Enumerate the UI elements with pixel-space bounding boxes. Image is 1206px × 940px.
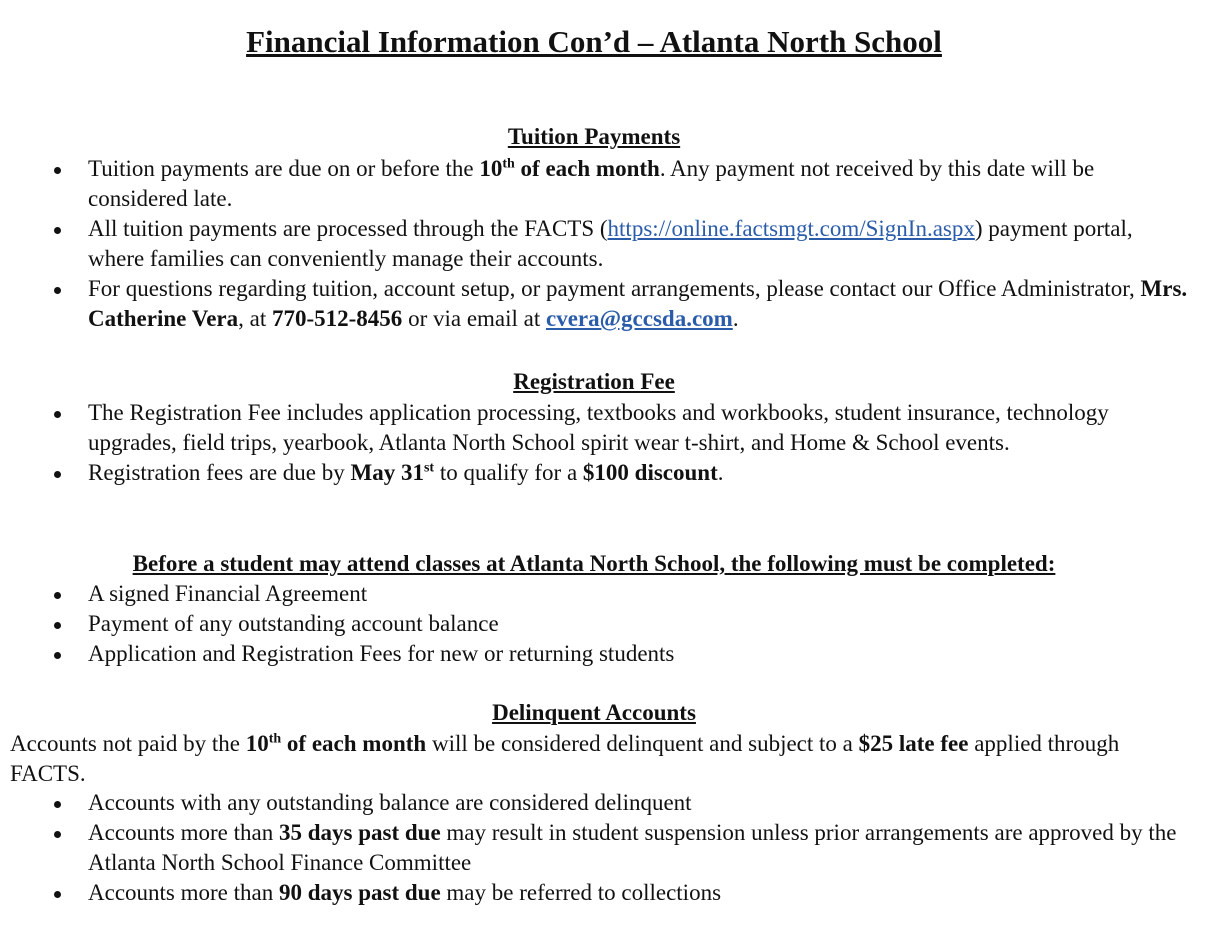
delinquent-list [48, 788, 1188, 908]
delinquent-item-35-days [48, 818, 1188, 878]
delinquent-35-bold: 35 days past due [278, 820, 441, 845]
contact-name: Mrs. Catherine Vera [88, 276, 1188, 331]
registration-due-item [48, 458, 1188, 488]
tuition-list [48, 154, 1188, 334]
contact-email-link[interactable]: cvera@gccsda.com [546, 306, 733, 331]
registration-includes-item: The Registration Fee includes application processing, textbooks and workbooks, student insurance, technology upgrades, field trips, yearbook, Atlanta North School spirit wear t-shirt, and Home & School events. [48, 398, 1188, 458]
tuition-due-text: Tuition payments are due on or before the [88, 156, 480, 181]
contact-text-email: or via email at [402, 306, 547, 331]
facts-portal-link[interactable]: https://online.factsmgt.com/SignIn.aspx [607, 216, 975, 241]
requirements-heading: Before a student may attend classes at Atlanta North School, the following must be completed: [132, 551, 1056, 576]
delinquent-day-suffix: th [268, 731, 282, 747]
contact-text: For questions regarding tuition, account setup, or payment arrangements, please contact our Office Administrator, [88, 276, 1141, 301]
delinquent-35-text-end: may result in student suspension unless prior arrangements are approved by the Atlanta North School Finance Committee [88, 820, 1177, 875]
registration-discount: $100 discount [582, 460, 718, 485]
delinquent-35-text: Accounts more than [88, 820, 279, 845]
contact-text-end: . [732, 306, 739, 331]
tuition-contact-item [48, 274, 1188, 334]
registration-date-suffix: st [423, 460, 435, 476]
registration-qualify-text: to qualify for a [434, 460, 583, 485]
tuition-heading: Tuition Payments [507, 124, 681, 149]
tuition-late-text: . Any payment not received by this date will be considered late. [88, 156, 1095, 211]
facts-text: All tuition payments are processed through the FACTS ( [88, 216, 608, 241]
delinquent-heading: Delinquent Accounts [492, 700, 696, 725]
delinquent-text: Accounts not paid by the [10, 731, 246, 756]
registration-heading: Registration Fee [513, 369, 675, 394]
registration-due-text: Registration fees are due by [88, 460, 351, 485]
requirements-list [48, 579, 1188, 669]
late-fee: $25 late fee [858, 731, 969, 756]
tuition-due-item [48, 154, 1188, 214]
due-day-label: of each month [514, 156, 660, 181]
page-title: Financial Information Con’d – Atlanta North School [246, 24, 942, 59]
requirement-item: A signed Financial Agreement [48, 579, 1188, 609]
registration-text-end: . [717, 460, 724, 485]
tuition-facts-item [48, 214, 1188, 274]
delinquent-paragraph [10, 729, 1190, 789]
delinquent-90-text: Accounts more than [88, 880, 279, 905]
due-day-suffix: th [502, 156, 515, 172]
delinquent-text-mid: will be considered delinquent and subject to a [426, 731, 859, 756]
delinquent-item-90-days [48, 878, 1188, 908]
delinquent-90-bold: 90 days past due [278, 880, 441, 905]
facts-text-end: ) payment portal, where families can conveniently manage their accounts. [88, 216, 1133, 271]
contact-phone: 770-512-8456 [271, 306, 403, 331]
registration-due-date: May 31 [350, 460, 424, 485]
delinquent-day-label: of each month [281, 731, 427, 756]
delinquent-90-text-end: may be referred to collections [440, 880, 722, 905]
delinquent-item-balance: Accounts with any outstanding balance are considered delinquent [48, 788, 1188, 818]
due-day: 10 [479, 156, 503, 181]
delinquent-day: 10 [245, 731, 269, 756]
requirement-item: Application and Registration Fees for new or returning students [48, 639, 1188, 669]
delinquent-text-end: applied through FACTS. [10, 731, 1120, 786]
registration-list [48, 398, 1188, 488]
contact-text-at: , at [238, 306, 272, 331]
requirement-item: Payment of any outstanding account balance [48, 609, 1188, 639]
